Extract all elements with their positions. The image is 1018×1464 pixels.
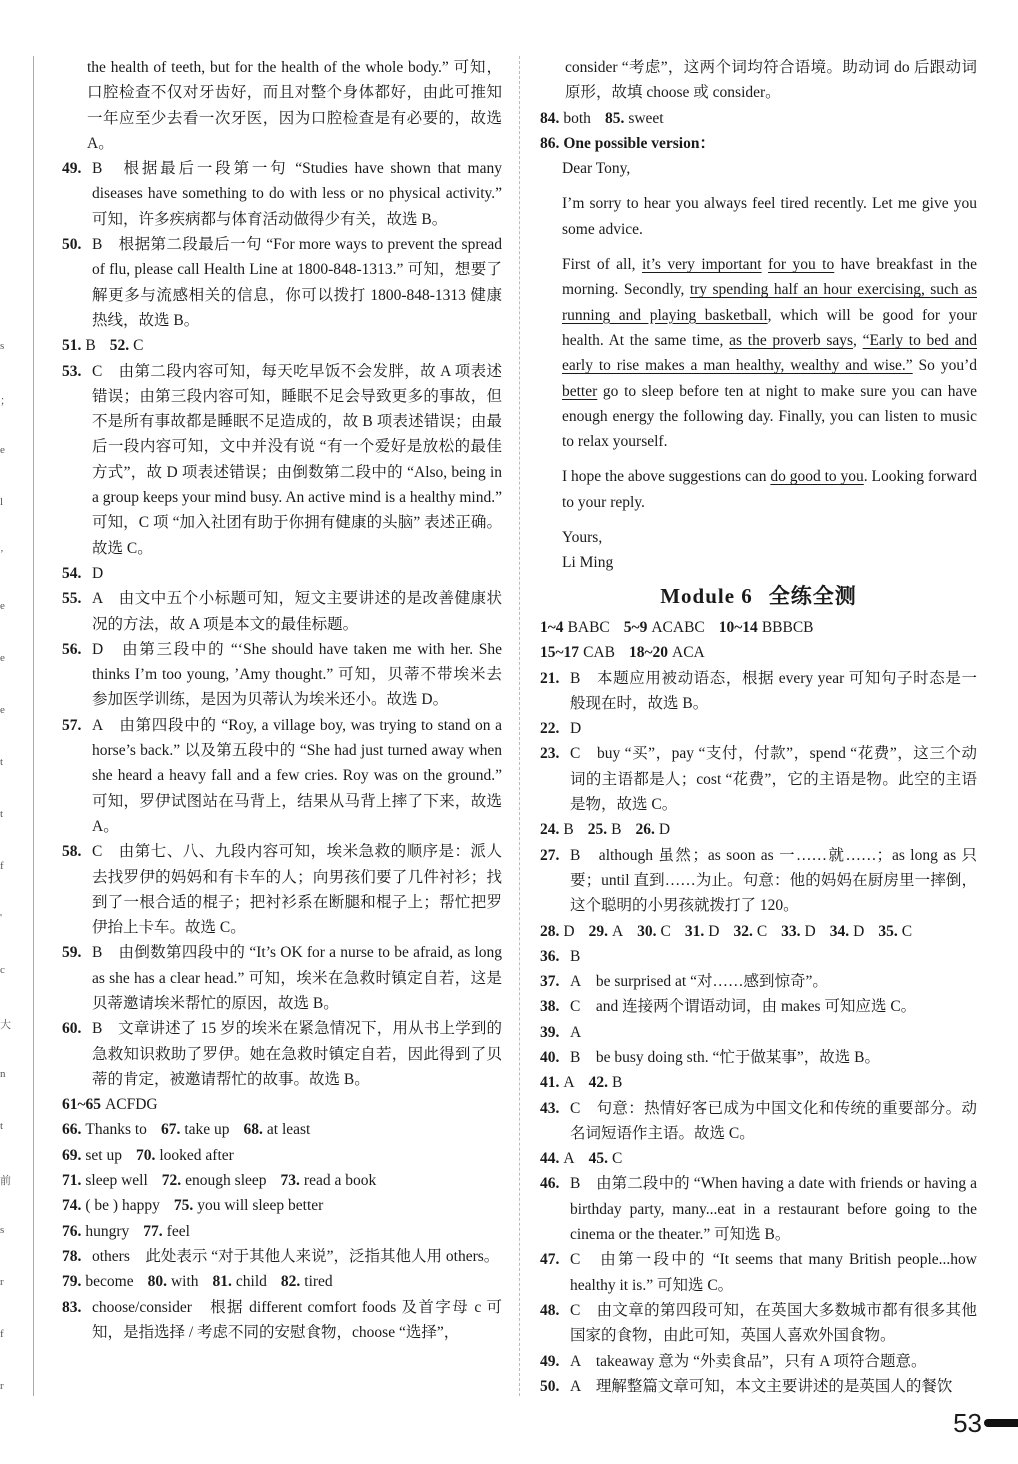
- edge-mark: c: [0, 964, 5, 976]
- item-number: 35.: [878, 922, 898, 940]
- edge-mark: t: [0, 808, 4, 820]
- item-number: 29.: [588, 922, 608, 940]
- answer-value: B: [85, 337, 96, 355]
- item-number: 43.: [540, 1099, 560, 1117]
- short-answer: [161, 1121, 230, 1138]
- item-number: 21.: [540, 669, 560, 687]
- short-answer: [62, 337, 96, 354]
- short-answer: [589, 1074, 623, 1091]
- answer-item: [62, 839, 502, 940]
- edge-mark: t: [0, 756, 4, 768]
- answer-item: [540, 1349, 977, 1374]
- letter-greeting: Dear Tony,: [562, 160, 631, 178]
- item-number: 50.: [62, 236, 82, 254]
- edge-mark: t: [0, 1120, 4, 1132]
- item-number: 30.: [637, 922, 657, 940]
- answer-item-43: [540, 1096, 977, 1147]
- item-number: 60.: [62, 1020, 82, 1038]
- answer-value: C: [756, 922, 768, 940]
- item-number: 38.: [540, 998, 560, 1016]
- short-answer: [624, 619, 705, 636]
- answer-value: D: [853, 922, 865, 940]
- item-text: B 根据第二段最后一句 “For more ways to prevent the spread of flu, please call Health Line at 1800-848-1313.” 可知，想要了解更多与流感相关的信息，你可以拨打 1800-848-1313 健康热线，故选 B。: [92, 236, 502, 329]
- item-number: 77.: [143, 1222, 163, 1240]
- edge-mark: n: [0, 1068, 6, 1080]
- answer-item: [540, 1171, 977, 1247]
- item-number: 49.: [62, 160, 82, 178]
- answer-value: D: [658, 821, 671, 839]
- edge-mark: l: [0, 496, 4, 508]
- item-text: D: [92, 564, 104, 582]
- item-number: 39.: [540, 1023, 560, 1041]
- short-answer: [162, 1172, 267, 1189]
- answer-row-51: [62, 333, 502, 358]
- answer-row-79: [62, 1269, 502, 1294]
- item-number: 55.: [62, 590, 82, 608]
- item-number: 54.: [62, 564, 82, 582]
- item-number: 82.: [280, 1273, 301, 1291]
- short-answer: [878, 923, 912, 940]
- answer-row-28: [540, 919, 977, 944]
- edge-mark: e: [0, 652, 5, 664]
- short-answer: [605, 110, 664, 127]
- item-number: 37.: [540, 973, 560, 991]
- short-answer: [62, 1172, 148, 1189]
- answer-value: tired: [304, 1273, 333, 1291]
- answer-row: [540, 640, 977, 665]
- short-answer: [244, 1121, 311, 1138]
- answer-item: [540, 1045, 977, 1070]
- item-number: 53.: [62, 362, 82, 380]
- item-text: C buy “买”，pay “支付，付款”，spend “花费”，这三个动词的主语都是人；cost “花费”，它的主语是物。此空的主语是物，故选 C。: [570, 745, 977, 814]
- intro-continuation: the health of teeth, but for the health of the whole body.” 可知，口腔检查不仅对牙齿好，而且对整个身体都好，由此可推知一年应至少去看一次牙医，因为口腔检查是有必要的，故选 A。: [87, 59, 502, 152]
- short-answer: [830, 923, 865, 940]
- item-number: 74.: [62, 1197, 82, 1215]
- answer-item-83: [62, 1295, 502, 1346]
- item-number: 10~14: [718, 618, 758, 636]
- answer-item: [540, 1020, 977, 1045]
- answer-value: child: [235, 1273, 267, 1291]
- item-text: B although 虽然；as soon as 一……就……；as long as 只要；until 直到……为止。句意：他的妈妈在厨房里一摔倒，这个聪明的小男孩就拨打了 120。: [570, 846, 977, 915]
- answer-row: [62, 1168, 502, 1193]
- page-number: 53: [953, 1408, 982, 1438]
- right-column: [540, 55, 977, 1399]
- module-title: Module 6 全练全测: [660, 583, 857, 608]
- item-number: 57.: [62, 716, 82, 734]
- item-number: 44.: [540, 1150, 560, 1168]
- item-number: 76.: [62, 1222, 82, 1240]
- item-number: 58.: [62, 843, 82, 861]
- item-number: 49.: [540, 1352, 560, 1370]
- edge-mark: f: [0, 860, 4, 872]
- letter-closing: Yours,: [562, 529, 603, 547]
- item-number: 66.: [62, 1121, 82, 1139]
- answer-row-24: [540, 817, 977, 842]
- short-answer: [62, 1273, 134, 1290]
- short-answer: [62, 1147, 122, 1164]
- item-number: 52.: [109, 337, 130, 355]
- short-answer: [281, 1273, 333, 1290]
- answer-item-21: [540, 666, 977, 717]
- answer-value: D: [804, 922, 816, 940]
- short-answer: [685, 923, 720, 940]
- letter-paragraph-1: I’m sorry to hear you always feel tired recently. Let me give you some advice.: [562, 195, 977, 238]
- short-answer: [136, 1147, 234, 1164]
- short-answer: [281, 1172, 377, 1189]
- edge-mark: f: [0, 1328, 4, 1340]
- item-number: 22.: [540, 720, 560, 738]
- item-number: 36.: [540, 947, 560, 965]
- item-number: 1~4: [540, 618, 564, 636]
- edge-mark: ；: [0, 395, 11, 407]
- short-answer: [733, 923, 767, 940]
- answer-value: sleep well: [85, 1172, 148, 1190]
- short-answer: [635, 821, 670, 838]
- item-number: 75.: [173, 1197, 194, 1215]
- item-number: 50.: [540, 1377, 560, 1395]
- answer-value: enough sleep: [185, 1172, 267, 1190]
- answer-item: [62, 586, 502, 637]
- answer-item: [540, 1247, 977, 1298]
- short-answer: [719, 619, 814, 636]
- short-answer: [62, 1121, 147, 1138]
- sample-letter: [540, 156, 977, 575]
- item-text: B 由倒数第四段中的 “It’s OK for a nurse to be afraid, as long as she has a clear head.” 可知，埃米在急救时镇定自若，这是贝蒂邀请埃米帮忙的原因，故选 B。: [92, 944, 502, 1012]
- answer-value: read a book: [303, 1172, 377, 1190]
- answer-value: ACFDG: [105, 1096, 158, 1114]
- answer-item: [62, 359, 502, 561]
- short-answer: [148, 1273, 199, 1290]
- answer-row: [62, 1143, 502, 1168]
- answer-item: [62, 1016, 502, 1092]
- answer-row: [62, 1193, 502, 1218]
- answer-value: C: [133, 337, 144, 355]
- item-text: C and 连接两个谓语动词，由 makes 可知应选 C。: [570, 998, 917, 1016]
- answer-value: ( be ) happy: [85, 1197, 160, 1215]
- edge-mark: 大: [0, 1019, 11, 1031]
- answer-value: become: [85, 1273, 134, 1291]
- answer-item: [62, 940, 502, 1016]
- answer-value: ACA: [672, 644, 705, 662]
- item-number: 85.: [604, 109, 625, 127]
- answer-item: [62, 637, 502, 713]
- item-number: 51.: [62, 337, 82, 355]
- short-answer: [540, 923, 575, 940]
- answer-value: looked after: [159, 1146, 234, 1164]
- short-answer: [62, 1197, 160, 1214]
- short-answer: [143, 1223, 190, 1240]
- answer-value: set up: [85, 1146, 122, 1164]
- short-answer: [62, 1096, 158, 1113]
- item-number: 40.: [540, 1048, 560, 1066]
- item-number: 42.: [588, 1074, 608, 1092]
- item-text: One possible version：: [563, 134, 715, 152]
- edge-mark: e: [0, 704, 5, 716]
- item-number: 56.: [62, 640, 82, 658]
- item-number: 27.: [540, 846, 560, 864]
- letter-paragraph-2: First of all, it’s very important for you to have breakfast in the morning. Secondly, try spending half an hour exercising, such as running and playing basketball, which will be good for your health. At the same time, as the proverb says, “Early to bed and early to rise makes a man healthy, wealthy and wise.” So you’d better go to sleep before ten at night to make sure you can have enough energy the following day. Finally, you can listen to music to relax yourself.: [562, 256, 978, 451]
- answer-value: A: [611, 922, 624, 940]
- short-answer: [588, 821, 622, 838]
- answer-item: [62, 713, 502, 839]
- short-answer: [62, 1223, 129, 1240]
- item-number: 41.: [540, 1074, 560, 1092]
- item-text: B 本题应用被动语态，根据 every year 可知句子时态是一般现在时，故选 B。: [570, 669, 977, 712]
- answer-item: [62, 561, 502, 586]
- answer-item: [540, 944, 977, 969]
- answer-value: take up: [184, 1121, 230, 1139]
- item-number: 61~65: [62, 1096, 102, 1114]
- answer-value: at least: [266, 1121, 311, 1139]
- item-number: 15~17: [540, 644, 580, 662]
- item-number: 23.: [540, 745, 560, 763]
- edge-mark: r: [0, 1276, 4, 1288]
- short-answer: [213, 1273, 267, 1290]
- item-text: C 由第七、八、九段内容可知，埃米急救的顺序是：派人去找罗伊的妈妈和有卡车的人；向男孩们要了几件衬衫；找到了一根合适的棍子；把衬衫系在断腿和棍子上；帮忙把罗伊抬上卡车。故选 C。: [92, 843, 502, 937]
- short-answer: [589, 1150, 623, 1167]
- edge-mark: ’: [0, 548, 4, 560]
- item-number: 47.: [540, 1251, 560, 1269]
- edge-mark: ': [0, 912, 2, 924]
- item-number: 84.: [540, 109, 560, 127]
- answer-value: hungry: [85, 1222, 130, 1240]
- answer-value: B: [611, 1074, 623, 1092]
- item-number: 26.: [635, 821, 655, 839]
- answer-row: [62, 1117, 502, 1142]
- item-number: 81.: [212, 1273, 232, 1291]
- column-divider: [519, 56, 520, 1396]
- item-text: A be surprised at “对……感到惊奇”。: [570, 973, 828, 991]
- left-column: [62, 55, 502, 1345]
- item-number: 80.: [147, 1273, 167, 1291]
- binding-edge-marks: [0, 40, 14, 1410]
- answer-item-86: [540, 131, 977, 156]
- answer-value: B: [563, 821, 574, 839]
- answer-item: [540, 1374, 977, 1399]
- edge-mark: e: [0, 600, 5, 612]
- answer-value: C: [901, 922, 913, 940]
- letter-paragraph-3: I hope the above suggestions can do good to you. Looking forward to your reply.: [562, 468, 977, 511]
- short-answer: [110, 337, 144, 354]
- answer-item: [540, 1298, 977, 1349]
- page-number-tab: [984, 1419, 1018, 1427]
- item-text: A 由文中五个小标题可知，短文主要讲述的是改善健康状况的方法，故 A 项是本文的最佳标题。: [92, 590, 502, 633]
- answer-value: both: [563, 109, 591, 127]
- short-answer: [540, 619, 610, 636]
- answer-value: with: [170, 1273, 199, 1291]
- answer-value: feel: [166, 1222, 190, 1240]
- item-number: 70.: [135, 1146, 156, 1164]
- item-number: 59.: [62, 944, 82, 962]
- answer-value: C: [660, 922, 671, 940]
- item-number: 46.: [540, 1175, 560, 1193]
- answer-value: BABC: [567, 618, 610, 636]
- item-text: A: [570, 1023, 582, 1041]
- item-number: 24.: [540, 821, 560, 839]
- letter-signature: Li Ming: [562, 554, 614, 572]
- item-text: choose/consider 根据 different comfort foods 及首字母 c 可知，是指选择 / 考虑不同的安慰食物，choose “选择”，: [92, 1298, 502, 1341]
- item-number: 5~9: [623, 618, 648, 636]
- item-number: 67.: [160, 1121, 181, 1139]
- item-number: 78.: [62, 1247, 82, 1265]
- answer-item-27: [540, 843, 977, 919]
- item-text: C 由第一段中的 “It seems that many British people...how healthy it is.” 可知选 C。: [570, 1251, 977, 1294]
- answer-value: CAB: [583, 644, 615, 662]
- item-number: 28.: [540, 922, 560, 940]
- item-number: 33.: [781, 922, 801, 940]
- short-answer: [540, 110, 591, 127]
- item-text: B: [570, 947, 581, 965]
- item-text: A 由第四段中的 “Roy, a village boy, was trying to stand on a horse’s back.” 以及第五段中的 “She had just turned away when she heard a heavy fall and a few cries. Roy was on the ground.” 可知，罗伊试图站在马背上，结果从马背上摔了下来，故选 A。: [92, 716, 502, 835]
- answer-item-78: [62, 1244, 502, 1269]
- short-answer: [629, 644, 705, 661]
- short-answer: [781, 923, 816, 940]
- item-text: D: [570, 720, 582, 738]
- answer-item: [62, 156, 502, 232]
- item-text: A 理解整篇文章可知，本文主要讲述的是英国人的餐饮: [570, 1377, 953, 1395]
- edge-mark: s: [0, 1224, 5, 1236]
- item-text: A takeaway 意为 “外卖食品”，只有 A 项符合题意。: [570, 1352, 927, 1370]
- item-text: B be busy doing sth. “忙于做某事”，故选 B。: [570, 1048, 880, 1066]
- item-number: 69.: [62, 1146, 82, 1164]
- item-number: 18~20: [628, 644, 668, 662]
- answer-value: Thanks to: [85, 1121, 147, 1139]
- answer-value: you will sleep better: [197, 1197, 324, 1215]
- short-answer: [540, 1074, 575, 1091]
- short-answer: [540, 644, 615, 661]
- answer-item-23: [540, 741, 977, 817]
- item-text: B 根据最后一段第一句 “Studies have shown that many diseases have something to do with less or no physical activity.” 可知，许多疾病都与体育活动做得少有关，故选 B。: [92, 160, 502, 228]
- item-number: 71.: [62, 1172, 82, 1190]
- edge-mark: e: [0, 444, 5, 456]
- item-text: C 由文章的第四段可知，在英国大多数城市都有很多其他国家的食物，由此可知，英国人喜欢外国食物。: [570, 1301, 977, 1345]
- item-text: C 句意：热情好客已成为中国文化和传统的重要部分。动名词短语作主语。故选 C。: [570, 1099, 977, 1142]
- item-number: 72.: [161, 1172, 182, 1190]
- item-number: 48.: [540, 1301, 560, 1319]
- answer-row-44: [540, 1146, 977, 1171]
- answer-item: [62, 232, 502, 333]
- edge-mark: r: [0, 1380, 4, 1392]
- item-number: 83.: [62, 1298, 82, 1316]
- short-answer: [540, 1150, 575, 1167]
- item-text: B 文章讲述了 15 岁的埃米在紧急情况下，用从书上学到的急救知识救助了罗伊。她在急救时镇定自若，因此得到了贝蒂的肯定，被邀请帮忙的故事。故选 B。: [92, 1020, 502, 1088]
- answer-value: ACABC: [651, 618, 705, 636]
- answer-item-22: [540, 716, 977, 741]
- short-answer: [637, 923, 671, 940]
- item-number: 68.: [243, 1121, 263, 1139]
- item-number: 86.: [540, 134, 560, 152]
- item-number: 73.: [280, 1172, 300, 1190]
- item-number: 45.: [588, 1150, 608, 1168]
- answer-item: [540, 969, 977, 994]
- item-text: others 此处表示 “对于其他人来说”，泛指其他人用 others。: [92, 1247, 500, 1265]
- item-number: 31.: [684, 922, 705, 940]
- item-number: 32.: [733, 922, 753, 940]
- item-number: 34.: [829, 922, 850, 940]
- answer-row: [62, 1092, 502, 1117]
- item-text: B 由第二段中的 “When having a date with friends or having a birthday party, many...eat in a restaurant before going to the cinema or the theater.” 可知选 B。: [570, 1175, 977, 1244]
- answer-value: BBBCB: [761, 618, 814, 636]
- item-number: 79.: [62, 1273, 82, 1291]
- answer-value: D: [563, 922, 575, 940]
- answer-item: [540, 994, 977, 1019]
- answer-value: C: [611, 1150, 623, 1168]
- answer-row-84: [540, 106, 977, 131]
- item-text: D 由第三段中的 “‘She should have taken me with her. She thinks I’m too young, ’Amy thought.” 可知，贝蒂不带埃米去参加医学训练，是因为贝蒂认为埃米还小。故选 D。: [92, 640, 502, 709]
- answer-value: A: [563, 1150, 575, 1168]
- short-answer: [174, 1197, 324, 1214]
- answer-row: [540, 615, 977, 640]
- item-83-continuation: consider “考虑”，这两个词均符合语境。助动词 do 后跟动词原形，故填 choose 或 consider。: [565, 59, 977, 102]
- answer-value: A: [563, 1074, 575, 1092]
- item-number: 25.: [587, 821, 608, 839]
- item-text: C 由第二段内容可知，每天吃早饭不会发胖，故 A 项表述错误；由第三段内容可知，睡眠不足会导致更多的事故，但不是所有事故都是睡眠不足造成的，故 B 项表述错误；由最后一段内容可知，文中并没有说 “有一个爱好是放松的最佳方式”，故 D 项表述错误；由倒数第二段中的 “Also, being in a group keeps your mind busy. An active mind is a healthy mind.” 可知，C 项 “加入社团有助于你拥有健康的头脑” 表述正确。故选 C。: [92, 362, 502, 557]
- answer-value: sweet: [628, 109, 664, 127]
- edge-mark: 前: [0, 1175, 11, 1187]
- answer-row: [62, 1219, 502, 1244]
- edge-mark: s: [0, 340, 5, 352]
- answer-value: D: [708, 922, 720, 940]
- short-answer: [589, 923, 624, 940]
- short-answer: [540, 821, 574, 838]
- answer-value: B: [611, 821, 622, 839]
- answer-row-41: [540, 1070, 977, 1095]
- left-margin-rule: [33, 56, 34, 1396]
